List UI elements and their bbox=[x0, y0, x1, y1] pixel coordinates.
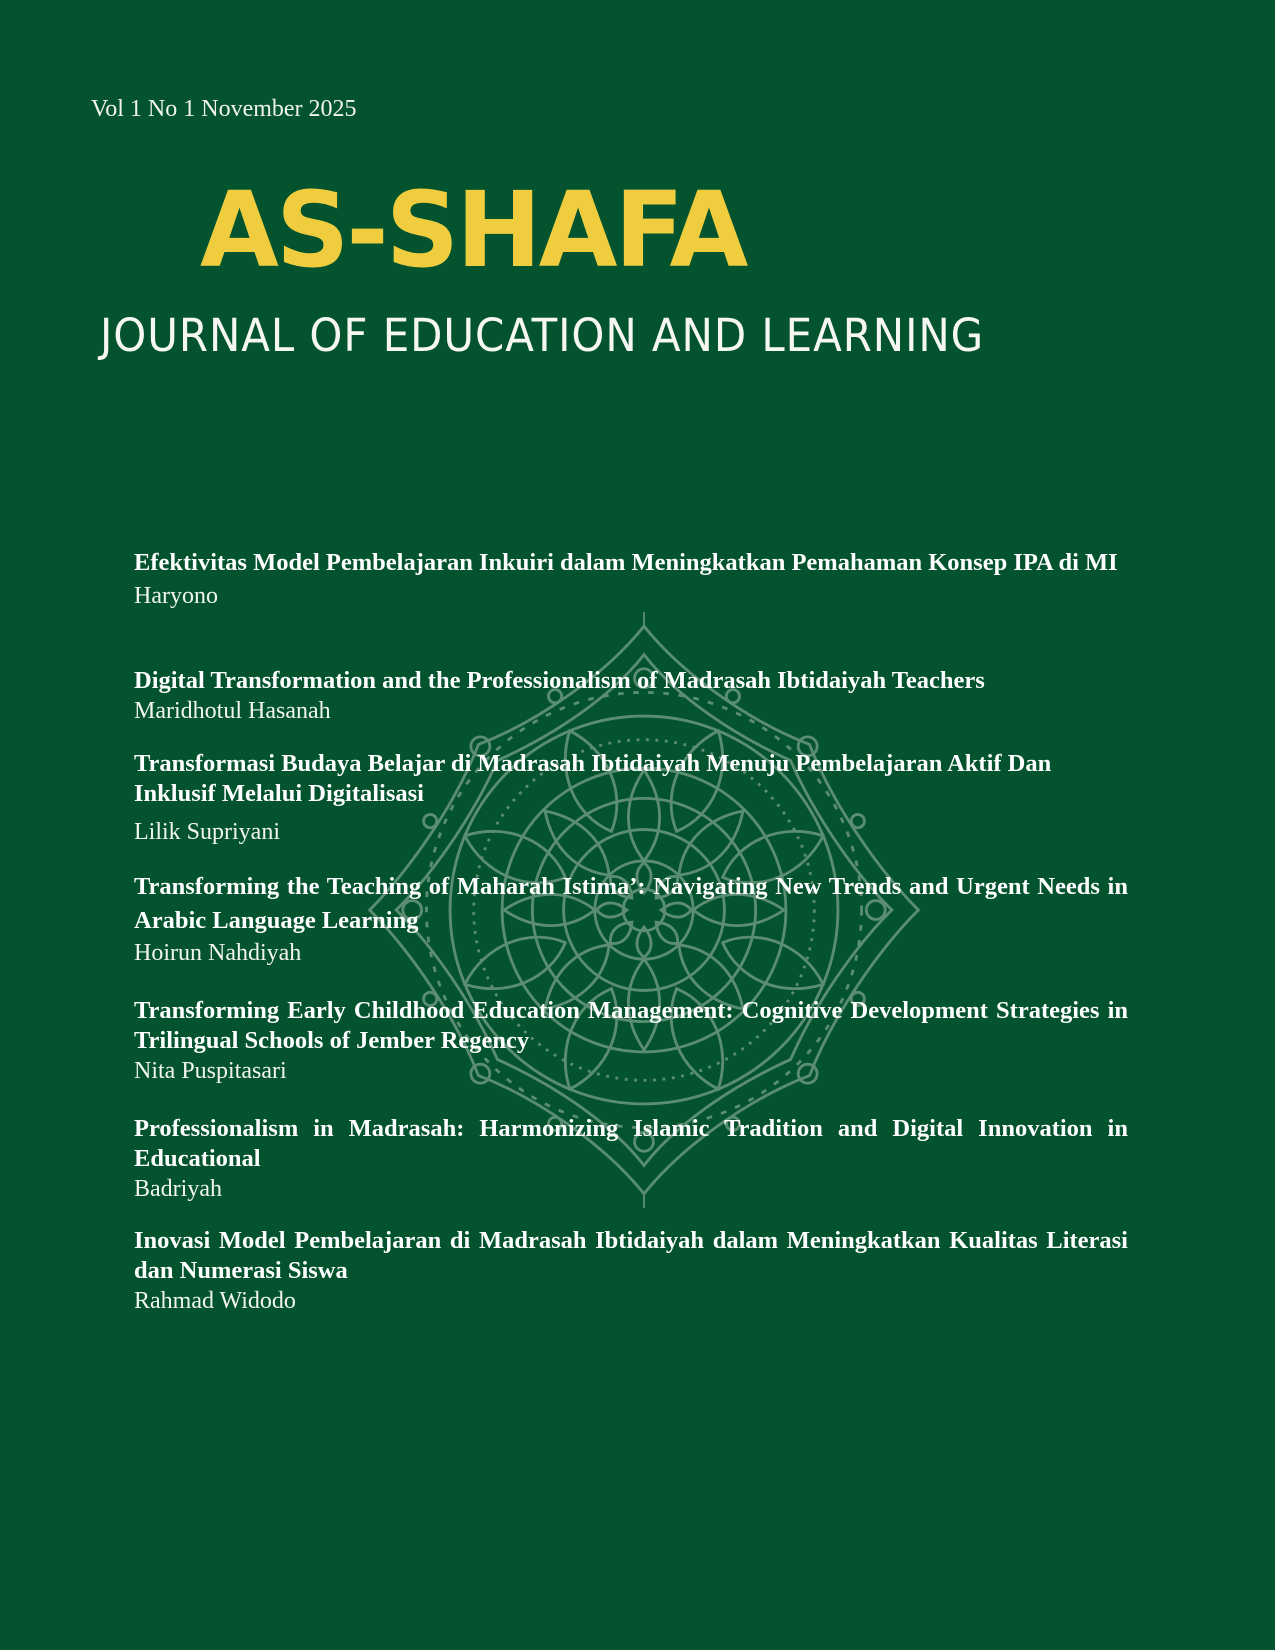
article-author: Maridhotul Hasanah bbox=[134, 698, 331, 724]
article-author: Rahmad Widodo bbox=[134, 1288, 296, 1314]
list-item bbox=[134, 870, 1128, 968]
article-author: Hoirun Nahdiyah bbox=[134, 940, 302, 966]
article-author: Badriyah bbox=[134, 1176, 222, 1202]
article-title: Transforming the Teaching of Maharah Istima’: Navigating New Trends and Urgent Needs in Arabic Language Learning bbox=[134, 873, 1128, 934]
article-author: Haryono bbox=[134, 583, 218, 609]
list-item bbox=[134, 749, 1128, 847]
article-author: Lilik Supriyani bbox=[134, 819, 280, 845]
article-title: Inovasi Model Pembelajaran di Madrasah Ibtidaiyah dalam Meningkatkan Kualitas Literasi dan Numerasi Siswa bbox=[134, 1227, 1128, 1284]
list-item bbox=[134, 1114, 1128, 1204]
list-item bbox=[134, 1226, 1128, 1316]
journal-name: AS-SHAFA bbox=[200, 169, 746, 291]
article-title: Transforming Early Childhood Education Management: Cognitive Development Strategies in Trilingual Schools of Jember Regency bbox=[134, 997, 1128, 1054]
article-title: Efektivitas Model Pembelajaran Inkuiri dalam Meningkatkan Pemahaman Konsep IPA di MI bbox=[134, 549, 1118, 576]
list-item bbox=[134, 996, 1128, 1086]
list-item bbox=[134, 666, 1128, 726]
journal-subtitle: JOURNAL OF EDUCATION AND LEARNING bbox=[100, 309, 985, 362]
article-title: Professionalism in Madrasah: Harmonizing Islamic Tradition and Digital Innovation in Educational bbox=[134, 1115, 1128, 1172]
article-title: Digital Transformation and the Professionalism of Madrasah Ibtidaiyah Teachers bbox=[134, 667, 985, 694]
article-title: Transformasi Budaya Belajar di Madrasah Ibtidaiyah Menuju Pembelajaran Aktif Dan Inklusif Melalui Digitalisasi bbox=[134, 750, 1052, 807]
article-author: Nita Puspitasari bbox=[134, 1058, 287, 1084]
list-item bbox=[134, 548, 1128, 611]
issue-label: Vol 1 No 1 November 2025 bbox=[91, 96, 357, 122]
